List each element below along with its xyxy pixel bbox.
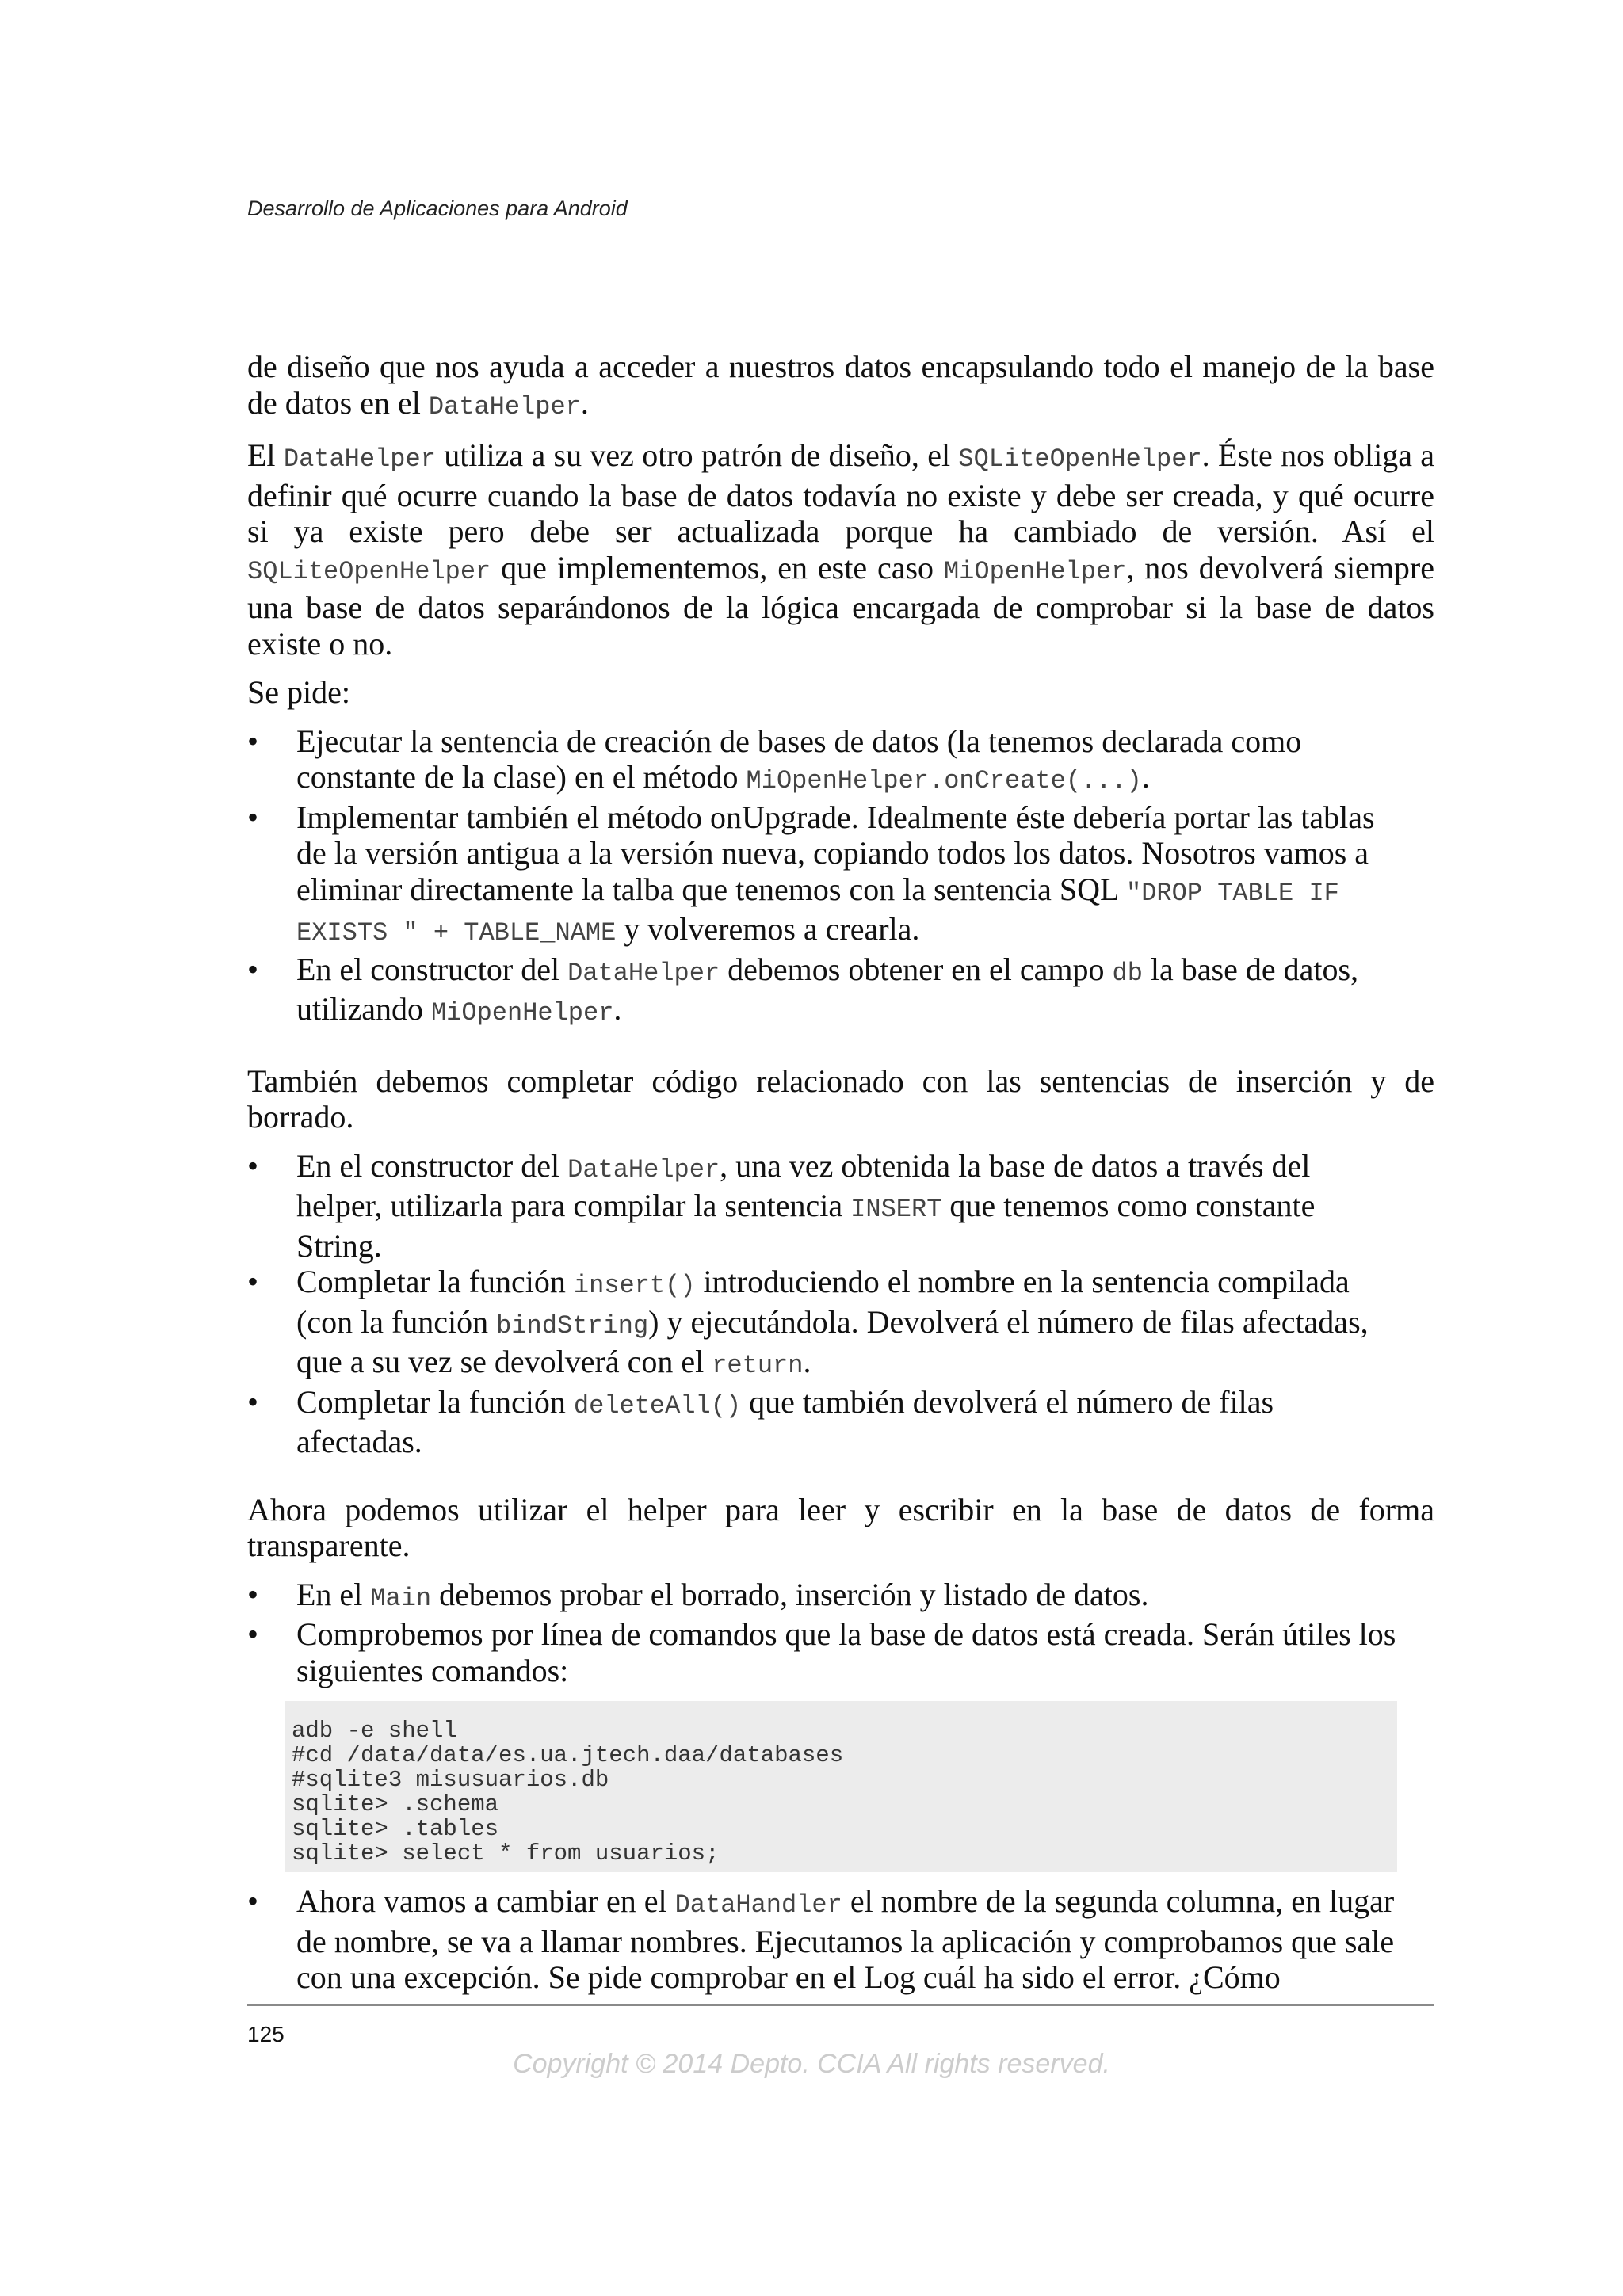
inline-code: MiOpenHelper xyxy=(430,998,614,1028)
text-run: . xyxy=(803,1344,812,1379)
footer-divider xyxy=(247,2004,1434,2006)
inline-code: insert() xyxy=(573,1271,696,1300)
paragraph-intro-continued xyxy=(247,349,1434,425)
running-header: Desarrollo de Aplicaciones para Android xyxy=(247,196,628,220)
inline-code: db xyxy=(1112,958,1143,988)
text-run: introduciendo el nombre en la sentencia compilada (con la función xyxy=(296,1264,1350,1340)
text-run: debemos probar el borrado, inserción y listado de datos. xyxy=(431,1576,1149,1612)
inline-code: return xyxy=(712,1351,804,1380)
bullet-icon: • xyxy=(247,1147,259,1184)
bullet-icon: • xyxy=(247,1576,259,1612)
text-run: , una vez obtenida la base de datos a través del helper, utilizarla para compilar la sentencia xyxy=(296,1147,1311,1223)
inline-code: DataHelper xyxy=(428,391,581,421)
bullet-icon: • xyxy=(247,1264,259,1299)
text-run: que también devolverá el número de filas afectadas. xyxy=(296,1383,1274,1459)
inline-code: bindString xyxy=(496,1310,649,1341)
page-body xyxy=(247,349,1434,2008)
inline-code: DataHelper xyxy=(567,1154,720,1184)
text-run: y volveremos a crearla. xyxy=(616,911,920,947)
task-list-insert-delete xyxy=(247,1148,1434,1460)
inline-code: SQLiteOpenHelper xyxy=(247,556,491,586)
paragraph-se-pide: Se pide: xyxy=(247,674,350,710)
text-run: En el constructor del xyxy=(296,1147,568,1184)
inline-code: DataHandler xyxy=(674,1890,842,1920)
bullet-icon: • xyxy=(247,799,259,835)
inline-code: Main xyxy=(370,1583,432,1613)
bullet-icon: • xyxy=(247,1383,259,1420)
text-run: . Éste nos obliga a definir qué ocurre cuando la base de datos todavía no existe y debe ser creada, y qué ocurre si ya existe pero debe ser actualizada porque ha cambiado de versión. Así el xyxy=(247,437,1435,549)
code-block: adb -e shell #cd /data/data/es.ua.jtech.daa/databases #sqlite3 misusuarios.db sqlite> .schema sqlite> .tables sqlite> select * from usuarios; xyxy=(285,1701,1397,1872)
inline-code: DataHelper xyxy=(283,444,436,474)
list-item xyxy=(247,1883,1434,1996)
inline-code: SQLiteOpenHelper xyxy=(958,444,1202,474)
text-run: Comprobemos por línea de comandos que la base de datos está creada. Serán útiles los siguientes comandos: xyxy=(296,1616,1396,1688)
list-item xyxy=(247,1577,1434,1617)
text-run: . xyxy=(613,991,622,1027)
inline-code: INSERT xyxy=(850,1195,942,1224)
bullet-icon: • xyxy=(247,951,259,987)
text-run: debemos obtener en el campo xyxy=(720,951,1113,987)
list-item xyxy=(247,1148,1434,1264)
text-run: utiliza a su vez otro patrón de diseño, el xyxy=(435,437,959,473)
text-run: que implementemos, en este caso xyxy=(491,549,944,585)
text-run: Ejecutar la sentencia de creación de bases de datos (la tenemos declarada como constante de la clase) en el método xyxy=(296,723,1302,795)
text-run: . xyxy=(580,384,589,421)
bullet-icon: • xyxy=(247,723,259,759)
text-run: El xyxy=(247,437,284,473)
inline-code: "DROP TABLE IF EXISTS " + TABLE_NAME xyxy=(296,878,1339,948)
text-run: Completar la función xyxy=(296,1383,574,1420)
text-run: , nos devolverá siempre una base de datos separándonos de la lógica encargada de comprobar si la base de datos existe o no. xyxy=(247,549,1435,662)
task-list-datahandler xyxy=(247,1883,1434,1996)
text-run: Completar la función xyxy=(296,1264,574,1299)
paragraph-insercion-borrado: También debemos completar código relacionado con las sentencias de inserción y de borrado. xyxy=(247,1062,1434,1135)
list-item xyxy=(247,723,1434,799)
text-run: Implementar también el método onUpgrade. Idealmente éste debería portar las tablas de la versión antigua a la versión nueva, copiando todos los datos. Nosotros vamos a eliminar directamente la talba que tenemos con la sentencia SQL xyxy=(296,799,1375,907)
list-item xyxy=(247,1384,1434,1460)
list-item xyxy=(247,952,1434,1032)
inline-code: MiOpenHelper.onCreate(...) xyxy=(746,766,1142,795)
bullet-icon: • xyxy=(247,1616,259,1652)
text-run: En el constructor del xyxy=(296,951,568,987)
text-run: En el xyxy=(296,1576,371,1612)
list-item xyxy=(247,799,1434,952)
copyright-notice: Copyright © 2014 Depto. CCIA All rights reserved. xyxy=(513,2049,1110,2079)
text-run: . xyxy=(1141,759,1150,795)
list-item xyxy=(247,1616,1434,1688)
page-number: 125 xyxy=(247,2022,285,2046)
list-item xyxy=(247,1264,1434,1384)
text-run: de diseño que nos ayuda a acceder a nuestros datos encapsulando todo el manejo de la base de datos en el xyxy=(247,349,1434,421)
inline-code: MiOpenHelper xyxy=(943,556,1127,586)
paragraph-helper-transparente: Ahora podemos utilizar el helper para leer y escribir en la base de datos de forma transparente. xyxy=(247,1491,1434,1563)
text-run: la base de datos, utilizando xyxy=(296,951,1359,1027)
task-list-creation xyxy=(247,723,1434,1032)
spacer xyxy=(247,1044,1434,1063)
inline-code: deleteAll() xyxy=(573,1390,742,1421)
spacer xyxy=(247,1473,1434,1492)
text-run: que tenemos como constante String. xyxy=(296,1188,1316,1264)
bullet-icon: • xyxy=(247,1883,259,1919)
text-run: el nombre de la segunda columna, en lugar de nombre, se va a llamar nombres. Ejecutamos la aplicación y comprobamos que sale con una excepción. Se pide comprobar en el Log cuál ha sido el error. ¿Cómo xyxy=(296,1883,1395,1995)
text-run: Ahora vamos a cambiar en el xyxy=(296,1883,675,1919)
text-run: ) y ejecutándola. Devolverá el número de filas afectadas, que a su vez se devolverá con el xyxy=(296,1303,1369,1379)
inline-code: DataHelper xyxy=(567,958,720,988)
task-list-main xyxy=(247,1577,1434,1689)
paragraph-datahelper xyxy=(247,437,1434,662)
